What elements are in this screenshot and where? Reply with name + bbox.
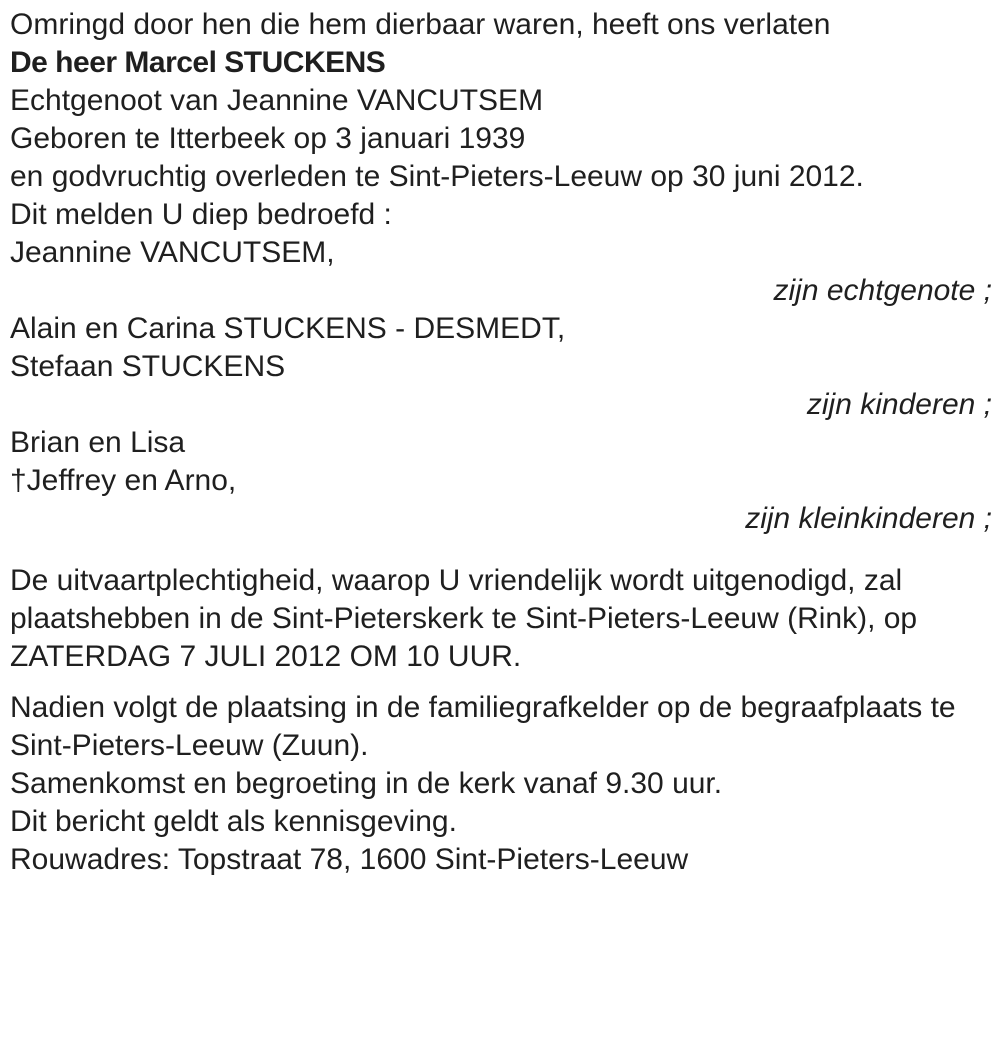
relation-label-grandchildren: zijn kleinkinderen ; <box>745 502 992 535</box>
family-group-spouse <box>10 234 992 310</box>
family-name-line: Alain en Carina STUCKENS - DESMEDT, <box>10 312 566 345</box>
funeral-line: De uitvaartplechtigheid, waarop U vriendelijk wordt uitgenodigd, zal <box>10 564 903 597</box>
notice-line: Dit bericht geldt als kennisgeving. <box>10 805 457 838</box>
family-group-children <box>10 310 992 424</box>
birth-line: Geboren te Itterbeek op 3 januari 1939 <box>10 122 526 155</box>
mourning-intro-line: Dit melden U diep bedroefd : <box>10 198 392 231</box>
family-name-line: Stefaan STUCKENS <box>10 350 286 383</box>
relation-label-children: zijn kinderen ; <box>806 388 992 421</box>
burial-line: Nadien volgt de plaatsing in de familiegrafkelder op de begraafplaats te <box>10 691 956 724</box>
gathering-line: Samenkomst en begroeting in de kerk vanaf 9.30 uur. <box>10 767 723 800</box>
spouse-line: Echtgenoot van Jeannine VANCUTSEM <box>10 84 544 117</box>
funeral-line: plaatshebben in de Sint-Pieterskerk te Sint-Pieters-Leeuw (Rink), op <box>10 602 918 635</box>
deceased-name-title: De heer Marcel STUCKENS <box>10 46 386 79</box>
burial-paragraph <box>10 689 992 765</box>
funeral-paragraph <box>10 562 992 676</box>
family-name-line-deceased: †Jeffrey en Arno, <box>10 464 237 497</box>
intro-line: Omringd door hen die hem dierbaar waren, heeft ons verlaten <box>10 8 831 41</box>
funeral-line: ZATERDAG 7 JULI 2012 OM 10 UUR. <box>10 640 522 673</box>
mourning-address-line: Rouwadres: Topstraat 78, 1600 Sint-Pieters-Leeuw <box>10 843 689 876</box>
family-name-line: Jeannine VANCUTSEM, <box>10 236 335 269</box>
family-group-grandchildren <box>10 424 992 538</box>
death-line: en godvruchtig overleden te Sint-Pieters-Leeuw op 30 juni 2012. <box>10 160 864 193</box>
family-name-line: Brian en Lisa <box>10 426 186 459</box>
burial-line: Sint-Pieters-Leeuw (Zuun). <box>10 729 369 762</box>
relation-label-spouse: zijn echtgenote ; <box>773 274 992 307</box>
